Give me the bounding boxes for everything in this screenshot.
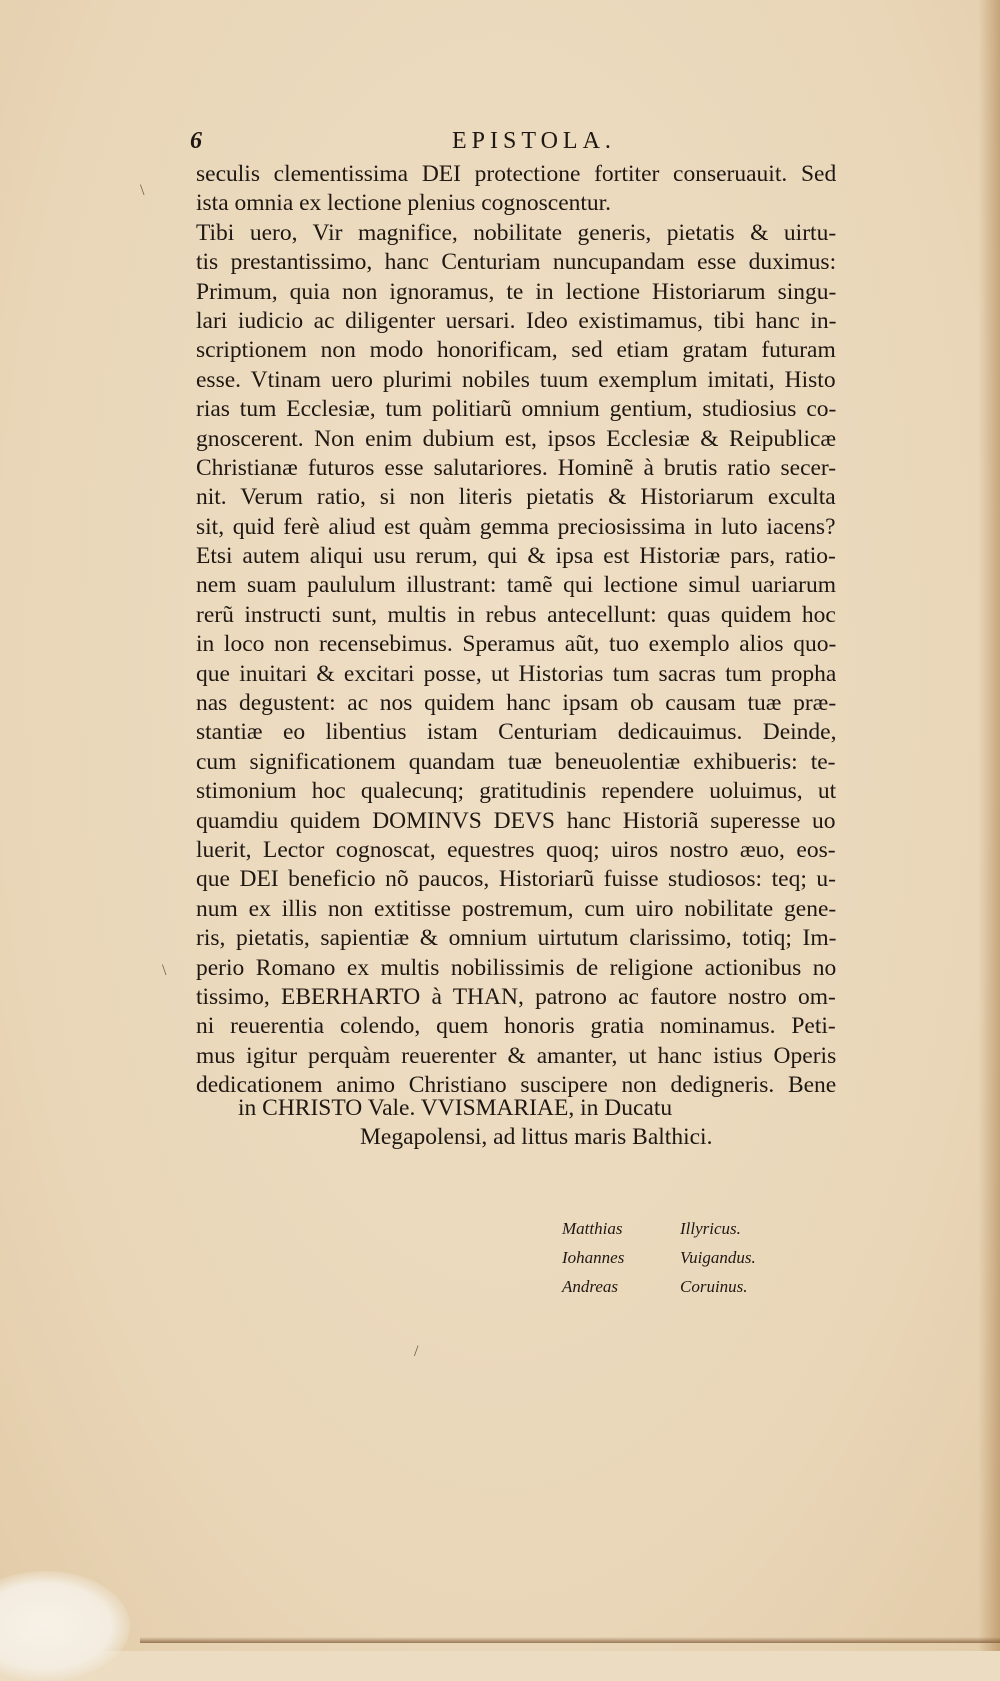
signature-row xyxy=(562,1243,812,1272)
text-line: que DEI beneficio nõ paucos, Historiarũ fuisse studiosos: teq; u- xyxy=(196,866,836,893)
margin-mark: \ xyxy=(140,182,145,199)
signature-last-name: Illyricus. xyxy=(680,1219,741,1238)
text-line: in loco non recensebimus. Speramus aũt, tuo exemplo alios quo- xyxy=(196,631,836,658)
text-line: scriptionem non modo honorificam, sed etiam gratam futuram xyxy=(196,337,836,364)
text-line: sit, quid ferè aliud est quàm gemma preciosissima in luto iacens? xyxy=(196,513,836,540)
text-line: seculis clementissima DEI protectione fortiter conseruauit. Sed xyxy=(196,161,836,187)
text-line: nem suam paululum illustrant: tamẽ qui lectione simul uariarum xyxy=(196,572,836,599)
text-line: rerũ instructi sunt, multis in rebus antecellunt: quas quidem hoc xyxy=(196,601,836,628)
text-line: nit. Verum ratio, si non literis pietatis & Historiarum exculta xyxy=(196,484,836,511)
signatures xyxy=(562,1214,812,1301)
closing-line: Megapolensi, ad littus maris Balthici. xyxy=(360,1124,713,1151)
text-line: gnoscerent. Non enim dubium est, ipsos Ecclesiæ & Reipublicæ xyxy=(196,425,836,452)
signature-last-name: Vuigandus. xyxy=(680,1248,756,1267)
text-line: ris, pietatis, sapientiæ & omnium uirtutum clarissimo, totiq; Im- xyxy=(196,925,836,952)
margin-mark: \ xyxy=(162,962,167,979)
signature-row xyxy=(562,1272,812,1301)
corner-stain xyxy=(0,1571,130,1681)
text-line: mus igitur perquàm reuerenter & amanter, ut hanc istius Operis xyxy=(196,1042,836,1069)
signature-first-name: Iohannes xyxy=(562,1248,625,1267)
page-edge-shadow xyxy=(978,0,1000,1651)
text-line: quamdiu quidem DOMINVS DEVS hanc Historiã superesse uo xyxy=(196,807,836,834)
text-line: num ex illis non extitisse postremum, cum uiro nobilitate gene- xyxy=(196,895,836,922)
signature-last-name: Coruinus. xyxy=(680,1277,748,1296)
text-line: perio Romano ex multis nobilissimis de religione actionibus no xyxy=(196,954,836,981)
closing xyxy=(196,1094,836,1153)
folio-number: 6 xyxy=(190,128,207,154)
running-title: EPISTOLA. xyxy=(452,128,616,154)
text-line: stantiæ eo libentius istam Centuriam dedicauimus. Deinde, xyxy=(196,719,836,746)
running-head xyxy=(190,128,826,156)
text-line: nas degustent: ac nos quidem hanc ipsam ob causam tuæ præ- xyxy=(196,690,836,717)
text-line: Primum, quia non ignoramus, te in lectione Historiarum singu- xyxy=(196,278,836,305)
text-line: ni reuerentia colendo, quem honoris gratia nominamus. Peti- xyxy=(196,1013,836,1040)
signature-first-name: Matthias xyxy=(562,1219,623,1238)
signature-first-name: Andreas xyxy=(562,1277,619,1296)
text-line: que inuitari & excitari posse, ut Historias tum sacras tum propha xyxy=(196,660,836,687)
text-line: esse. Vtinam uero plurimi nobiles tuum exemplum imitati, Histo xyxy=(196,366,836,393)
text-line: Tibi uero, Vir magnifice, nobilitate generis, pietatis & uirtu- xyxy=(196,219,836,246)
page-bottom-edge xyxy=(140,1637,1000,1643)
text-line: cum significationem quandam tuæ beneuolentiæ exhibueris: te- xyxy=(196,748,836,775)
text-line: dedicationem animo Christiano suscipere non dedigneris. Bene xyxy=(196,1072,836,1099)
closing-line: in CHRISTO Vale. VVISMARIAE, in Ducatu xyxy=(238,1095,673,1121)
text-line: luerit, Lector cognoscat, equestres quoq; uiros nostro æuo, eos- xyxy=(196,836,836,863)
text-line: Christianæ futuros esse salutariores. Hominẽ à brutis ratio secer- xyxy=(196,454,836,481)
body-text xyxy=(196,160,836,1101)
signature-row xyxy=(562,1214,812,1243)
text-line: tis prestantissimo, hanc Centuriam nuncupandam esse duximus: xyxy=(196,249,836,276)
margin-mark: / xyxy=(414,1343,419,1360)
text-line: ista omnia ex lectione plenius cognoscentur. xyxy=(196,190,612,217)
text-line: rias tum Ecclesiæ, tum politiarũ omnium gentium, studiosius co- xyxy=(196,396,836,423)
text-line: stimonium hoc qualecunq; gratitudinis rependere uoluimus, ut xyxy=(196,778,836,805)
text-line: Etsi autem aliqui usu rerum, qui & ipsa est Historiæ pars, ratio- xyxy=(196,543,836,570)
text-line: tissimo, EBERHARTO à THAN, patrono ac fautore nostro om- xyxy=(196,983,836,1010)
text-line: lari iudicio ac diligenter uersari. Ideo existimamus, tibi hanc in- xyxy=(196,307,836,334)
